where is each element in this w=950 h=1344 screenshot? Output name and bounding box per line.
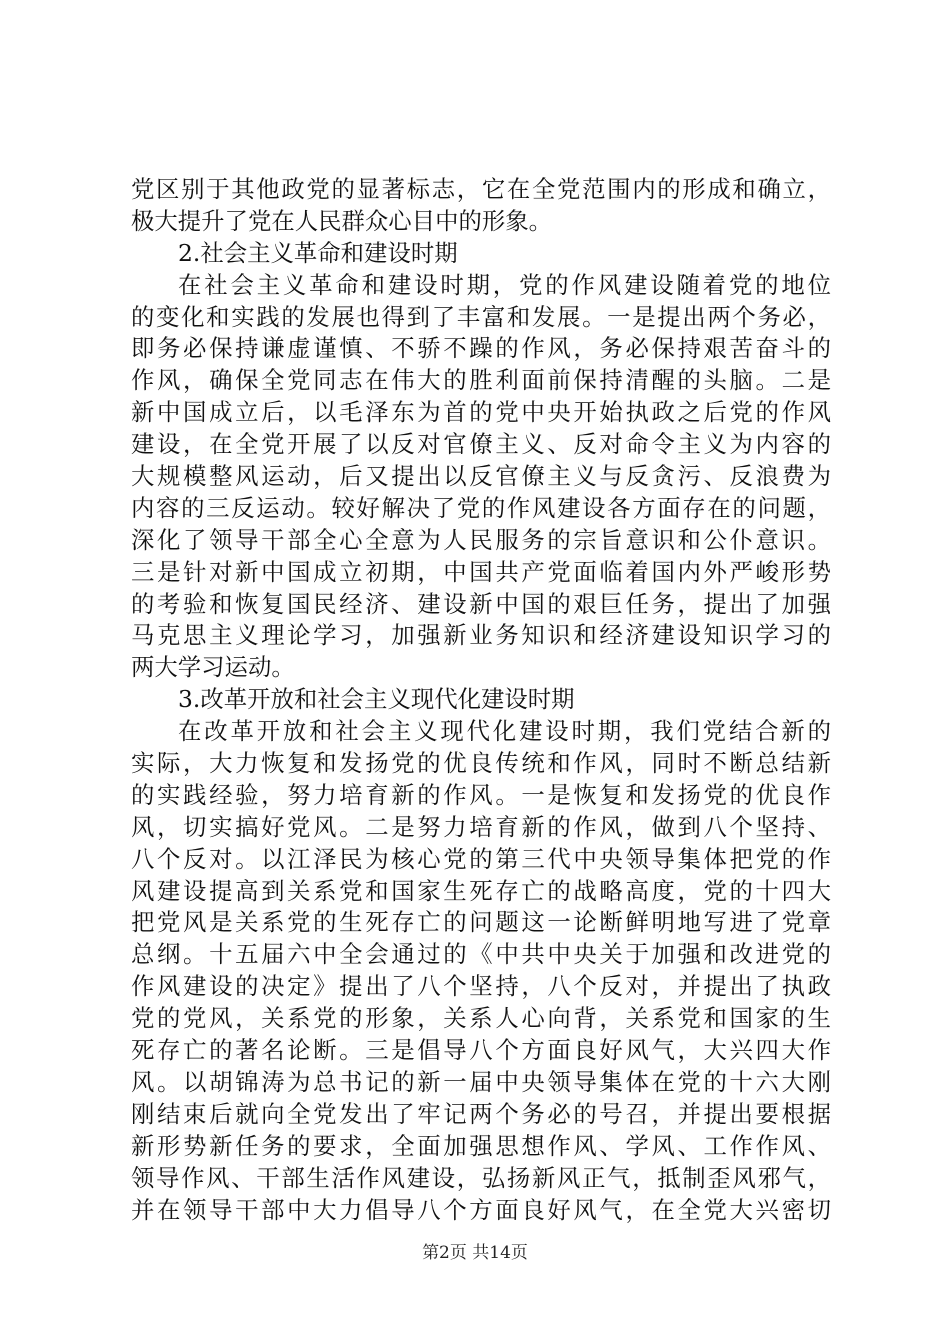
- text-line: 内容的三反运动。较好解决了党的作风建设各方面存在的问题，: [131, 493, 831, 522]
- text-line: 新中国成立后，以毛泽东为首的党中央开始执政之后党的作风: [131, 398, 831, 427]
- text-line: 刚结束后就向全党发出了牢记两个务必的号召，并提出要根据: [131, 1099, 831, 1128]
- text-line: 建设，在全党开展了以反对官僚主义、反对命令主义为内容的: [131, 430, 831, 459]
- text-line: 的变化和实践的发展也得到了丰富和发展。一是提出两个务必，: [131, 302, 831, 331]
- text-line: 新形势新任务的要求，全面加强思想作风、学风、工作作风、: [131, 1131, 831, 1160]
- text-line: 三是针对新中国成立初期，中国共产党面临着国内外严峻形势: [131, 557, 831, 586]
- text-line: 八个反对。以江泽民为核心党的第三代中央领导集体把党的作: [131, 844, 831, 873]
- text-line: 即务必保持谦虚谨慎、不骄不躁的作风，务必保持艰苦奋斗的: [131, 334, 831, 363]
- section-heading: 3.改革开放和社会主义现代化建设时期: [178, 685, 575, 714]
- text-line: 党的党风，关系党的形象，关系人心向背，关系党和国家的生: [131, 1004, 831, 1033]
- text-line: 总纲。十五届六中全会通过的《中共中央关于加强和改进党的: [131, 940, 831, 969]
- text-line: 党区别于其他政党的显著标志，它在全党范围内的形成和确立，: [131, 175, 831, 203]
- text-line: 两大学习运动。: [131, 653, 295, 682]
- text-line: 风。以胡锦涛为总书记的新一届中央领导集体在党的十六大刚: [131, 1067, 831, 1096]
- text-line: 在改革开放和社会主义现代化建设时期，我们党结合新的: [178, 717, 831, 746]
- text-line: 在社会主义革命和建设时期，党的作风建设随着党的地位: [178, 270, 831, 299]
- text-line: 实际，大力恢复和发扬党的优良传统和作风，同时不断总结新: [131, 749, 831, 778]
- document-body: [131, 174, 831, 1226]
- text-line: 并在领导干部中大力倡导八个方面良好风气，在全党大兴密切: [131, 1195, 831, 1224]
- text-line: 马克思主义理论学习，加强新业务知识和经济建设知识学习的: [131, 621, 831, 650]
- text-line: 作风，确保全党同志在伟大的胜利面前保持清醒的头脑。二是: [131, 366, 831, 395]
- text-line: 死存亡的著名论断。三是倡导八个方面良好风气，大兴四大作: [131, 1036, 831, 1065]
- text-line: 极大提升了党在人民群众心目中的形象。: [131, 206, 553, 235]
- text-line: 领导作风、干部生活作风建设，弘扬新风正气，抵制歪风邪气，: [131, 1163, 831, 1192]
- text-line: 作风建设的决定》提出了八个坚持，八个反对，并提出了执政: [131, 972, 831, 1001]
- text-line: 把党风是关系党的生死存亡的问题这一论断鲜明地写进了党章: [131, 908, 831, 937]
- text-line: 深化了领导干部全心全意为人民服务的宗旨意识和公仆意识。: [131, 525, 831, 554]
- text-line: 的实践经验，努力培育新的作风。一是恢复和发扬党的优良作: [131, 780, 831, 809]
- text-line: 大规模整风运动，后又提出以反官僚主义与反贪污、反浪费为: [131, 462, 831, 491]
- page-footer: 第2页 共14页: [422, 1243, 528, 1263]
- text-line: 风建设提高到关系党和国家生死存亡的战略高度，党的十四大: [131, 876, 831, 905]
- text-line: 风，切实搞好党风。二是努力培育新的作风，做到八个坚持、: [131, 812, 831, 841]
- text-line: 的考验和恢复国民经济、建设新中国的艰巨任务，提出了加强: [131, 589, 831, 618]
- section-heading: 2.社会主义革命和建设时期: [178, 238, 458, 267]
